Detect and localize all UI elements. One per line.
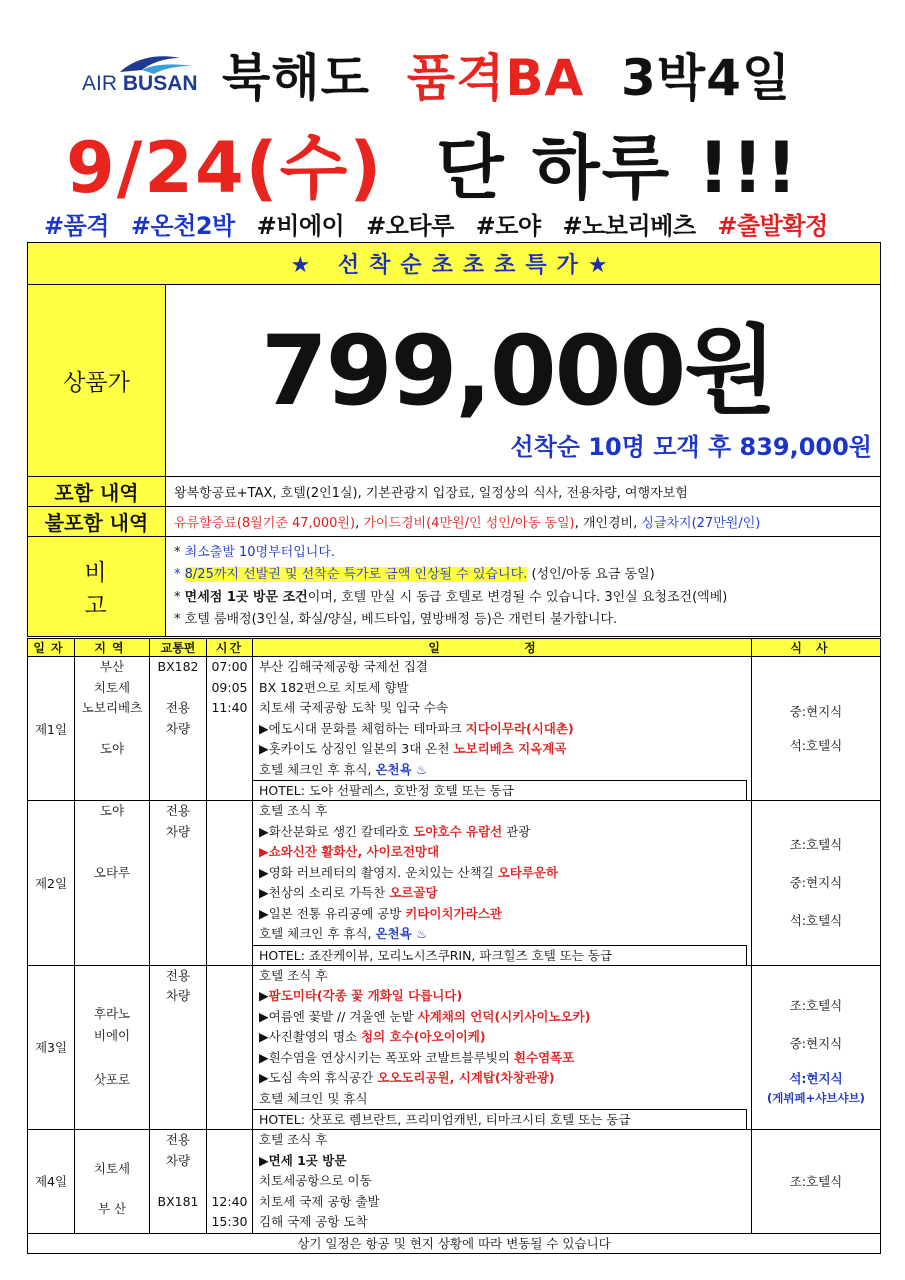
time: 11:40 — [211, 700, 248, 715]
meal-dinner: 석:현지식 — [789, 1071, 843, 1087]
logo-busan: BUSAN — [122, 72, 198, 95]
highlight-spot: 지다이무라(시대촌) — [465, 720, 574, 736]
highlight-spot: 도야호수 유람선 — [413, 823, 503, 839]
schedule-line: 호텔 조식 후 — [259, 967, 328, 983]
schedule-line: 호텔 체크인 후 휴식, 온천욕 ♨ — [259, 926, 428, 941]
schedule-line: ▶면세 1곳 방문 — [259, 1152, 347, 1168]
remarks-notes — [166, 537, 881, 637]
region: 후라노 — [93, 1006, 131, 1022]
note-2-highlight: 8/25까지 선발권 및 선착순 특가로 금액 인상될 수 있습니다. — [184, 567, 528, 582]
schedule-line: 부산 김해국제공항 국제선 집결 — [259, 659, 428, 674]
hotel-line: HOTEL: 도야 선팔레스, 호반정 호텔 또는 동급 — [253, 780, 747, 800]
region: 부산 — [99, 659, 125, 674]
main-price: 799,000원 — [261, 315, 775, 427]
day-4-row — [28, 1130, 881, 1234]
day-2-row — [28, 801, 881, 966]
meal-lunch: 중:현지식 — [789, 874, 843, 890]
day-3-label: 제3일 — [28, 965, 75, 1130]
price-table — [27, 242, 881, 637]
transport: 전용 — [165, 700, 191, 715]
remarks-label: 비 고 — [28, 537, 166, 637]
schedule-line: 김해 국제 공항 도착 — [259, 1214, 368, 1229]
day-4-times — [207, 1130, 253, 1234]
highlight-spot: 오타루운하 — [497, 864, 559, 880]
note-1-text: 최소출발 10명부터입니다. — [184, 544, 336, 560]
header-region: 지역 — [75, 639, 150, 657]
onsen-badge: 온천욕 ♨ — [375, 761, 428, 777]
note-4-text: 호텔 룸배정(3인실, 화실/양실, 베드타입, 옆방배정 등)은 개런티 불가합니다. — [184, 612, 618, 627]
day-3-schedule — [253, 965, 752, 1130]
itinerary-table — [27, 638, 881, 1254]
header-schedule: 일 정 — [253, 639, 752, 657]
day-4-regions — [75, 1130, 150, 1234]
meal-lunch: 중:현지식 — [789, 703, 843, 719]
schedule-line: ▶일본 전통 유리공예 공방 키타이치가라스관 — [259, 905, 502, 921]
region — [75, 719, 149, 740]
title-region: 북해도 — [222, 49, 370, 107]
included-text: 왕복항공료+TAX, 호텔(2인1실), 기본관광지 입장료, 일정상의 식사, 전용차량, 여행자보험 — [166, 477, 881, 507]
day-4-schedule — [253, 1130, 752, 1234]
price-label: 상품가 — [28, 285, 166, 477]
day-1-row — [28, 657, 881, 801]
excluded-label: 불포함 내역 — [28, 507, 166, 537]
day-1-label: 제1일 — [28, 657, 75, 801]
schedule-line: 치토세공항으로 이동 — [259, 1173, 372, 1188]
highlight-spot: 오르골당 — [389, 885, 438, 900]
day-1-transport — [150, 657, 207, 801]
region: 도야 — [99, 803, 125, 818]
day-3-meals — [752, 965, 881, 1130]
excluded-single: 싱글차지(27만원/인) — [641, 516, 761, 531]
note-2-rest: (성인/아동 요금 동일) — [527, 567, 655, 582]
footer-note: 상기 일정은 항공 및 현지 상황에 따라 변동될 수 있습니다 — [28, 1233, 881, 1253]
day-3-regions — [75, 965, 150, 1130]
region: 부 산 — [97, 1201, 127, 1217]
schedule-line: 치토세 국제공항 도착 및 입국 수속 — [259, 700, 448, 715]
tag-premium: #품격 — [44, 212, 109, 240]
day-1-times — [207, 657, 253, 801]
meal-dinner: 석:호텔식 — [789, 912, 843, 928]
title-product: 품격BA — [406, 49, 585, 107]
schedule-line: 치토세 국제 공항 출발 — [259, 1193, 380, 1209]
day-2-times — [207, 801, 253, 966]
meal-lunch: 중:현지식 — [789, 1036, 843, 1052]
day-2-schedule — [253, 801, 752, 966]
included-label: 포함 내역 — [28, 477, 166, 507]
time: 15:30 — [211, 1214, 248, 1229]
tag-onsen: #온천2박 — [130, 212, 235, 240]
transport: 전용 — [165, 1132, 191, 1147]
region: 비에이 — [93, 1028, 131, 1044]
region: 삿포로 — [93, 1072, 131, 1088]
transport: 전용 — [165, 967, 191, 983]
region: 오타루 — [93, 864, 131, 880]
day-3-row — [28, 965, 881, 1130]
schedule-line: ▶도심 속의 휴식공간 오오도리공원, 시계탑(차창관광) — [259, 1070, 555, 1085]
transport: 차량 — [165, 988, 191, 1003]
day-4-meals — [752, 1130, 881, 1234]
region: 치토세 — [93, 679, 131, 695]
tag-biei: #비에이 — [256, 212, 345, 240]
excluded-sep: , — [355, 516, 364, 531]
region: 노보리베츠 — [81, 700, 143, 715]
day-1-meals — [752, 657, 881, 801]
title-length: 3박4일 — [620, 49, 792, 107]
date-line — [66, 112, 799, 213]
meal-dinner-detail: (게뷔페+샤브샤브) — [767, 1091, 865, 1106]
schedule-line: 호텔 조식 후 — [259, 1132, 328, 1147]
excluded-guide: 가이드경비(4만원/인 성인/아동 동일) — [363, 516, 575, 531]
day-4-label: 제4일 — [28, 1130, 75, 1234]
day-2-label: 제2일 — [28, 801, 75, 966]
highlight-spot: 사계채의 언덕(시키사이노오카) — [417, 1008, 591, 1024]
transport: 차량 — [165, 823, 191, 839]
note-2: * 8/25까지 선발권 및 선착순 특가로 금액 인상될 수 있습니다. (성인/아동 요금 동일) — [174, 567, 655, 582]
tag-confirmed: #출발확정 — [717, 212, 828, 240]
title-line — [222, 38, 791, 110]
meal-breakfast: 조:호텔식 — [789, 1174, 843, 1190]
highlight-spot: 오오도리공원, 시계탑(차창관광) — [377, 1070, 555, 1085]
excluded-text — [166, 507, 881, 537]
time: 07:00 — [211, 659, 248, 674]
schedule-line: ▶홋카이도 상징인 일본의 3대 온천 노보리베츠 지옥계곡 — [259, 741, 567, 756]
special-banner: ★ 선착순초초초특가★ — [28, 243, 881, 285]
transport: 차량 — [165, 1152, 191, 1168]
hashtags — [44, 206, 842, 241]
meal-dinner: 석:호텔식 — [789, 737, 843, 753]
day-3-times — [207, 965, 253, 1130]
schedule-line: BX 182편으로 치토세 향발 — [259, 679, 409, 695]
day-2-regions — [75, 801, 150, 966]
time: 12:40 — [211, 1193, 248, 1209]
schedule-line: 호텔 조식 후 — [259, 803, 328, 818]
region: 도야 — [99, 741, 125, 756]
note-1: * 최소출발 10명부터입니다. — [174, 544, 336, 560]
transport — [150, 678, 206, 699]
departure-date: 9/24(수) — [66, 127, 384, 209]
excluded-personal: , 개인경비, — [574, 516, 642, 531]
air-busan-logo — [82, 52, 202, 96]
excluded-fuel: 유류할증료(8월기준 47,000원) — [174, 516, 356, 531]
schedule-line: ▶화산분화로 생긴 칼데라호 도야호수 유람선 관광 — [259, 823, 531, 839]
highlight-spot: 청의 호수(아오이이케) — [361, 1029, 486, 1044]
region — [75, 842, 149, 863]
onsen-badge: 온천욕 ♨ — [375, 926, 428, 941]
flight-code: BX182 — [157, 659, 199, 674]
schedule-line: ▶여름엔 꽃밭 // 겨울엔 눈밭 사계채의 언덕(시키사이노오카) — [259, 1008, 591, 1024]
day-1-regions — [75, 657, 150, 801]
hotel-line: HOTEL: 삿포로 렘브란트, 프리미엄캐빈, 티마크시티 호텔 또는 동급 — [253, 1109, 747, 1129]
schedule-line: 호텔 체크인 및 휴식 — [259, 1090, 368, 1106]
one-day-text: 단 하루 !!! — [436, 127, 800, 209]
note-4: * 호텔 룸배정(3인실, 화실/양실, 베드타입, 옆방배정 등)은 개런티 불가합니다. — [174, 612, 618, 627]
note-3-bold: 면세점 1곳 방문 조건 — [184, 589, 308, 605]
day-2-meals — [752, 801, 881, 966]
transport: 전용 — [165, 803, 191, 818]
note-3-rest: 이며, 호텔 만실 시 동급 호텔로 변경될 수 있습니다. 3인실 요청조건(엑베) — [307, 589, 728, 605]
meal-breakfast: 조:호텔식 — [789, 836, 843, 852]
schedule-line: ▶에도시대 문화를 체험하는 테마파크 지다이무라(시대촌) — [259, 720, 574, 736]
price-cell — [166, 285, 881, 477]
logo-air: AIR — [82, 72, 118, 95]
schedule-line: ▶천상의 소리로 가득찬 오르골당 — [259, 885, 438, 900]
meal-breakfast: 조:호텔식 — [789, 998, 843, 1014]
header-time: 시간 — [207, 639, 253, 657]
day-1-schedule — [253, 657, 752, 801]
tag-noboribetsu: #노보리베츠 — [562, 212, 696, 240]
region: 치토세 — [93, 1161, 131, 1177]
highlight-spot: 키타이치가라스관 — [405, 905, 502, 921]
day-4-transport — [150, 1130, 207, 1234]
transport: 차량 — [165, 720, 191, 736]
note-3: * 면세점 1곳 방문 조건이며, 호텔 만실 시 동급 호텔로 변경될 수 있습니다. 3인실 요청조건(엑베) — [174, 589, 728, 605]
day-2-transport — [150, 801, 207, 966]
sub-price: 선착순 10명 모객 후 839,000원 — [510, 433, 872, 461]
tag-toya: #도야 — [475, 212, 541, 240]
highlight-spot: 팜도미타(각종 꽃 개화일 다릅니다) — [268, 988, 463, 1003]
highlight-spot: 흰수염폭포 — [513, 1049, 575, 1065]
schedule-line: ▶흰수염을 연상시키는 폭포와 코발트블루빛의 흰수염폭포 — [259, 1049, 575, 1065]
schedule-line: ▶사진촬영의 명소 청의 호수(아오이이케) — [259, 1029, 486, 1044]
region — [75, 822, 149, 843]
day-3-transport — [150, 965, 207, 1130]
schedule-line: ▶영화 러브레터의 촬영지. 운치있는 산책길 오타루운하 — [259, 864, 559, 880]
flight-code: BX181 — [157, 1193, 199, 1209]
highlight-spot: 노보리베츠 지옥계곡 — [453, 741, 567, 756]
header-day: 일자 — [28, 639, 75, 657]
schedule-line: ▶쇼와신잔 활화산, 사이로전망대 — [259, 844, 440, 859]
header-transport: 교통편 — [150, 639, 207, 657]
header-meal: 식사 — [752, 639, 881, 657]
schedule-line: 호텔 체크인 후 휴식, 온천욕 ♨ — [259, 761, 428, 777]
time: 09:05 — [211, 679, 248, 695]
hotel-line: HOTEL: 죠잔케이뷰, 모리노시즈쿠RIN, 파크힐즈 호텔 또는 동급 — [253, 945, 747, 965]
schedule-line: ▶팜도미타(각종 꽃 개화일 다릅니다) — [259, 988, 463, 1003]
tag-otaru: #오타루 — [366, 212, 454, 240]
